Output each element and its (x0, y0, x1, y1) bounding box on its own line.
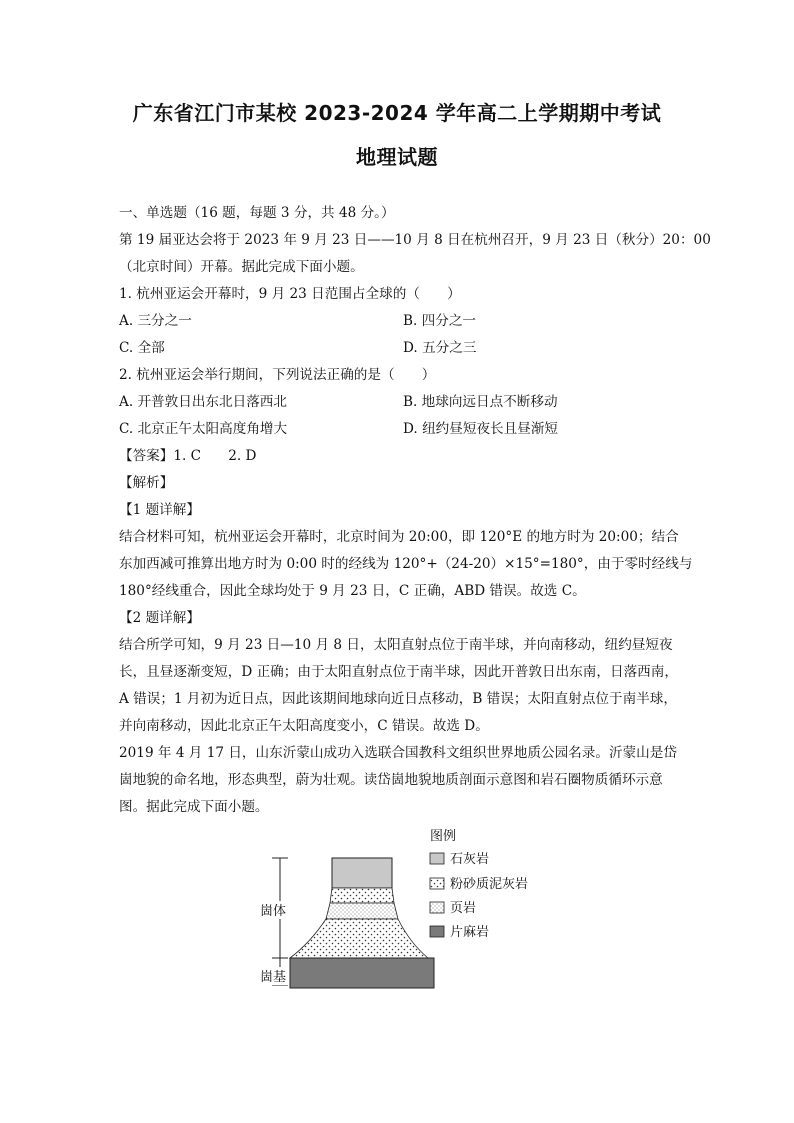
detail2-line1: 结合所学可知，9 月 23 日—10 月 8 日，太阳直射点位于南半球，并向南移动，纽约昼短夜 (119, 637, 673, 653)
q1-option-b-label: B. (403, 313, 418, 329)
q1-stem: 1. 杭州亚运会开幕时，9 月 23 日范围占全球的（ ） (119, 286, 461, 302)
q2-option-d-text: 纽约昼短夜长且昼渐短 (422, 421, 559, 437)
label-body: 崮体 (260, 904, 287, 919)
q1-option-c-text: 全部 (137, 340, 165, 356)
answer-line: 【答案】1. C 2. D (119, 448, 257, 464)
legend-label-shale: 页岩 (450, 901, 477, 916)
q1-option-c-label: C. (119, 340, 134, 356)
legend-label-gneiss: 片麻岩 (450, 925, 490, 940)
passage2-line3: 图。据此完成下面小题。 (119, 799, 269, 815)
detail2-line3: A 错误；1 月初为近日点，因此该期间地球向近日点移动，B 错误；太阳直射点位于南半球， (119, 691, 677, 707)
q2-stem: 2. 杭州亚运会举行期间，下列说法正确的是（ ） (119, 367, 436, 383)
passage2-line2: 崮地貌的命名地，形态典型，蔚为壮观。读岱崮地貌地质剖面示意图和岩石圈物质循环示意 (119, 772, 663, 788)
q1-option-b-text: 四分之一 (421, 313, 477, 329)
detail2-line2: 长，且昼逐渐变短，D 正确；由于太阳直射点位于南半球，因此开普敦日出东南，日落西南， (119, 664, 678, 680)
legend-label-marl: 粉砂质泥灰岩 (450, 877, 529, 892)
exam-title: 广东省江门市某校 2023-2024 学年高二上学期期中考试 (132, 101, 662, 125)
layer-shale (326, 903, 398, 919)
passage1-line1: 第 19 届亚达会将于 2023 年 9 月 23 日——10 月 8 日在杭州召开，9 月 23 日（秋分）20：00 (119, 232, 711, 248)
detail2-label: 【2 题详解】 (119, 610, 200, 626)
detail1-label: 【1 题详解】 (119, 502, 200, 518)
legend-label-limestone: 石灰岩 (450, 852, 490, 867)
passage2-line1: 2019 年 4 月 17 日，山东沂蒙山成功入选联合国教科文组织世界地质公园名录。沂蒙山是岱 (119, 745, 677, 761)
detail1-line2: 东加西减可推算出地方时为 0:00 时的经线为 120°+（24-20）×15°=180°，由于零时经线与 (119, 556, 693, 572)
q1-option-d-label: D. (403, 340, 418, 356)
legend-swatch-limestone (430, 853, 444, 864)
section-heading: 一、单选题（16 题，每题 3 分，共 48 分。） (119, 205, 395, 221)
layer-gneiss (290, 958, 434, 988)
legend-swatch-gneiss (430, 926, 444, 937)
q2-option-b-text: 地球向远日点不断移动 (421, 394, 558, 410)
legend-swatch-marl (430, 878, 444, 889)
q2-option-a-label: A. (119, 394, 134, 410)
layer-marl-lower (290, 919, 428, 958)
layer-marl-upper (330, 888, 394, 903)
q2-options-row2 (119, 420, 679, 438)
layer-limestone (332, 858, 392, 888)
exam-subtitle: 地理试题 (356, 145, 438, 169)
q1-option-a-label: A. (119, 313, 134, 329)
detail1-line1: 结合材料可知，杭州亚运会开幕时，北京时间为 20:00，即 120°E 的地方时为 20:00；结合 (119, 529, 679, 545)
q2-option-a-text: 开普敦日出东北日落西北 (137, 394, 287, 410)
q2-option-c-label: C. (119, 421, 134, 437)
label-base: 崮基 (260, 970, 287, 985)
q2-options-row1 (119, 393, 679, 411)
passage1-line2: （北京时间）开幕。据此完成下面小题。 (119, 259, 364, 275)
q1-options-row1 (119, 312, 679, 330)
detail2-line4: 并向南移动，因此北京正午太阳高度变小，C 错误。故选 D。 (119, 718, 489, 734)
q2-option-d-label: D. (403, 421, 418, 437)
legend-swatch-shale (430, 902, 444, 913)
q1-option-a-text: 三分之一 (137, 313, 192, 329)
q1-options-row2 (119, 339, 679, 357)
q2-option-c-text: 北京正午太阳高度角增大 (137, 421, 288, 437)
analysis-label: 【解析】 (119, 475, 174, 491)
geologic-profile-diagram (250, 825, 550, 995)
q1-option-d-text: 五分之三 (422, 340, 477, 356)
q2-option-b-label: B. (403, 394, 418, 410)
detail1-line3: 180°经线重合，因此全球均处于 9 月 23 日，C 正确，ABD 错误。故选 C。 (119, 583, 586, 599)
legend-title: 图例 (430, 829, 457, 844)
